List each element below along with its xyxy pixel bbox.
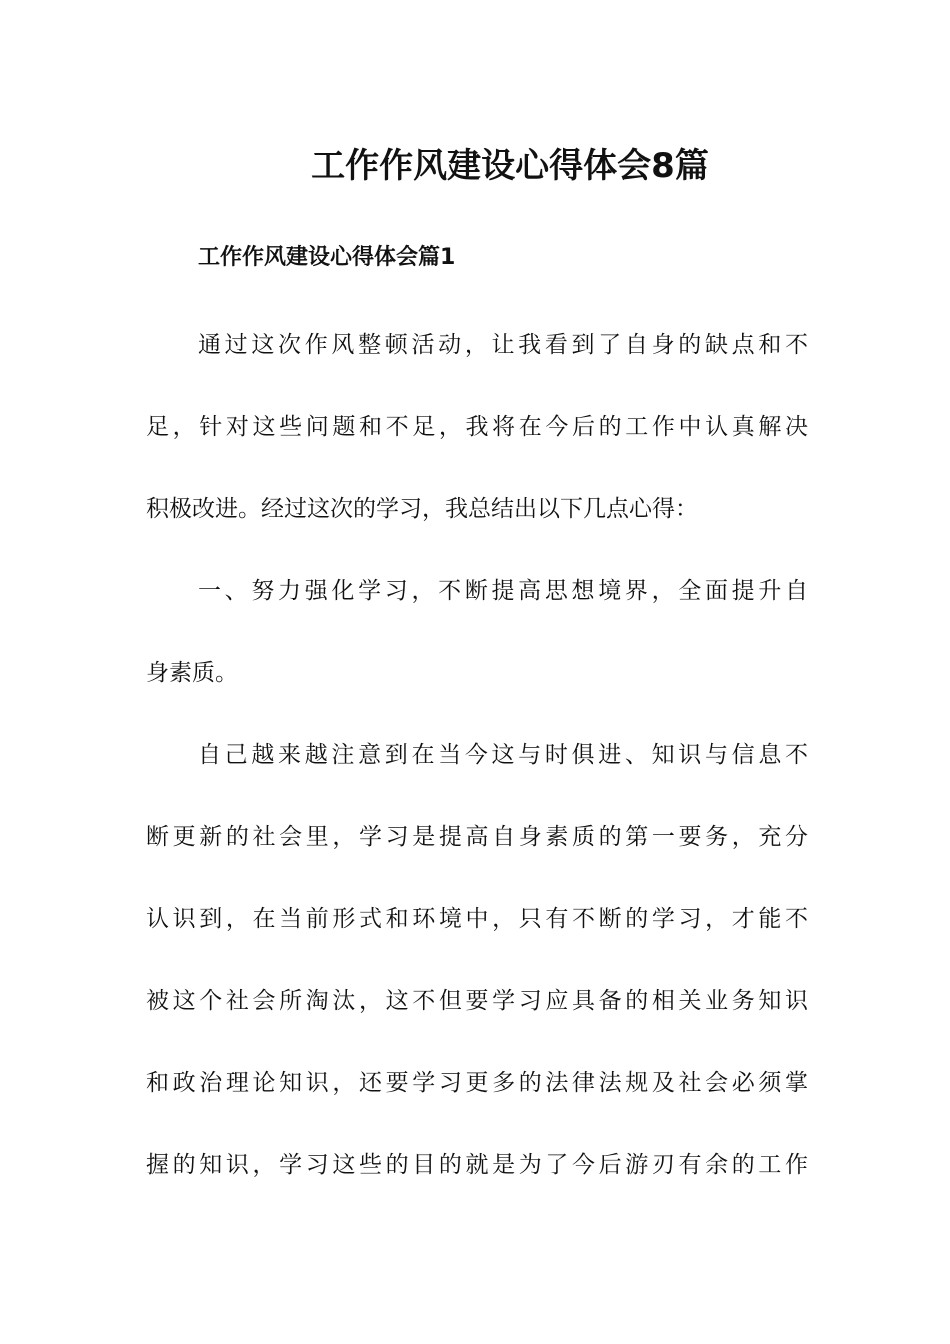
paragraph-line: 积极改进。经过这次的学习，我总结出以下几点心得： <box>146 496 698 522</box>
section-heading: 工作作风建设心得体会篇1 <box>198 245 456 270</box>
paragraph-line: 认识到，在当前形式和环境中，只有不断的学习，才能不 <box>146 906 808 932</box>
paragraph-line: 足，针对这些问题和不足，我将在今后的工作中认真解决 <box>146 414 808 440</box>
paragraph-line: 和政治理论知识，还要学习更多的法律法规及社会必须掌 <box>146 1070 808 1096</box>
paragraph-line: 被这个社会所淘汰，这不但要学习应具备的相关业务知识 <box>146 988 808 1014</box>
body-text <box>146 304 808 1206</box>
paragraph-line: 通过这次作风整顿活动，让我看到了自身的缺点和不 <box>198 332 808 358</box>
paragraph-line: 握的知识，学习这些的目的就是为了今后游刃有余的工作 <box>146 1152 808 1178</box>
paragraph-line: 一、努力强化学习，不断提高思想境界，全面提升自 <box>198 578 808 604</box>
paragraph-line: 身素质。 <box>146 660 238 686</box>
paragraph-line: 自己越来越注意到在当今这与时俱进、知识与信息不 <box>198 742 808 768</box>
document-title: 工作作风建设心得体会8篇 <box>311 146 709 186</box>
paragraph-line: 断更新的社会里，学习是提高自身素质的第一要务，充分 <box>146 824 808 850</box>
